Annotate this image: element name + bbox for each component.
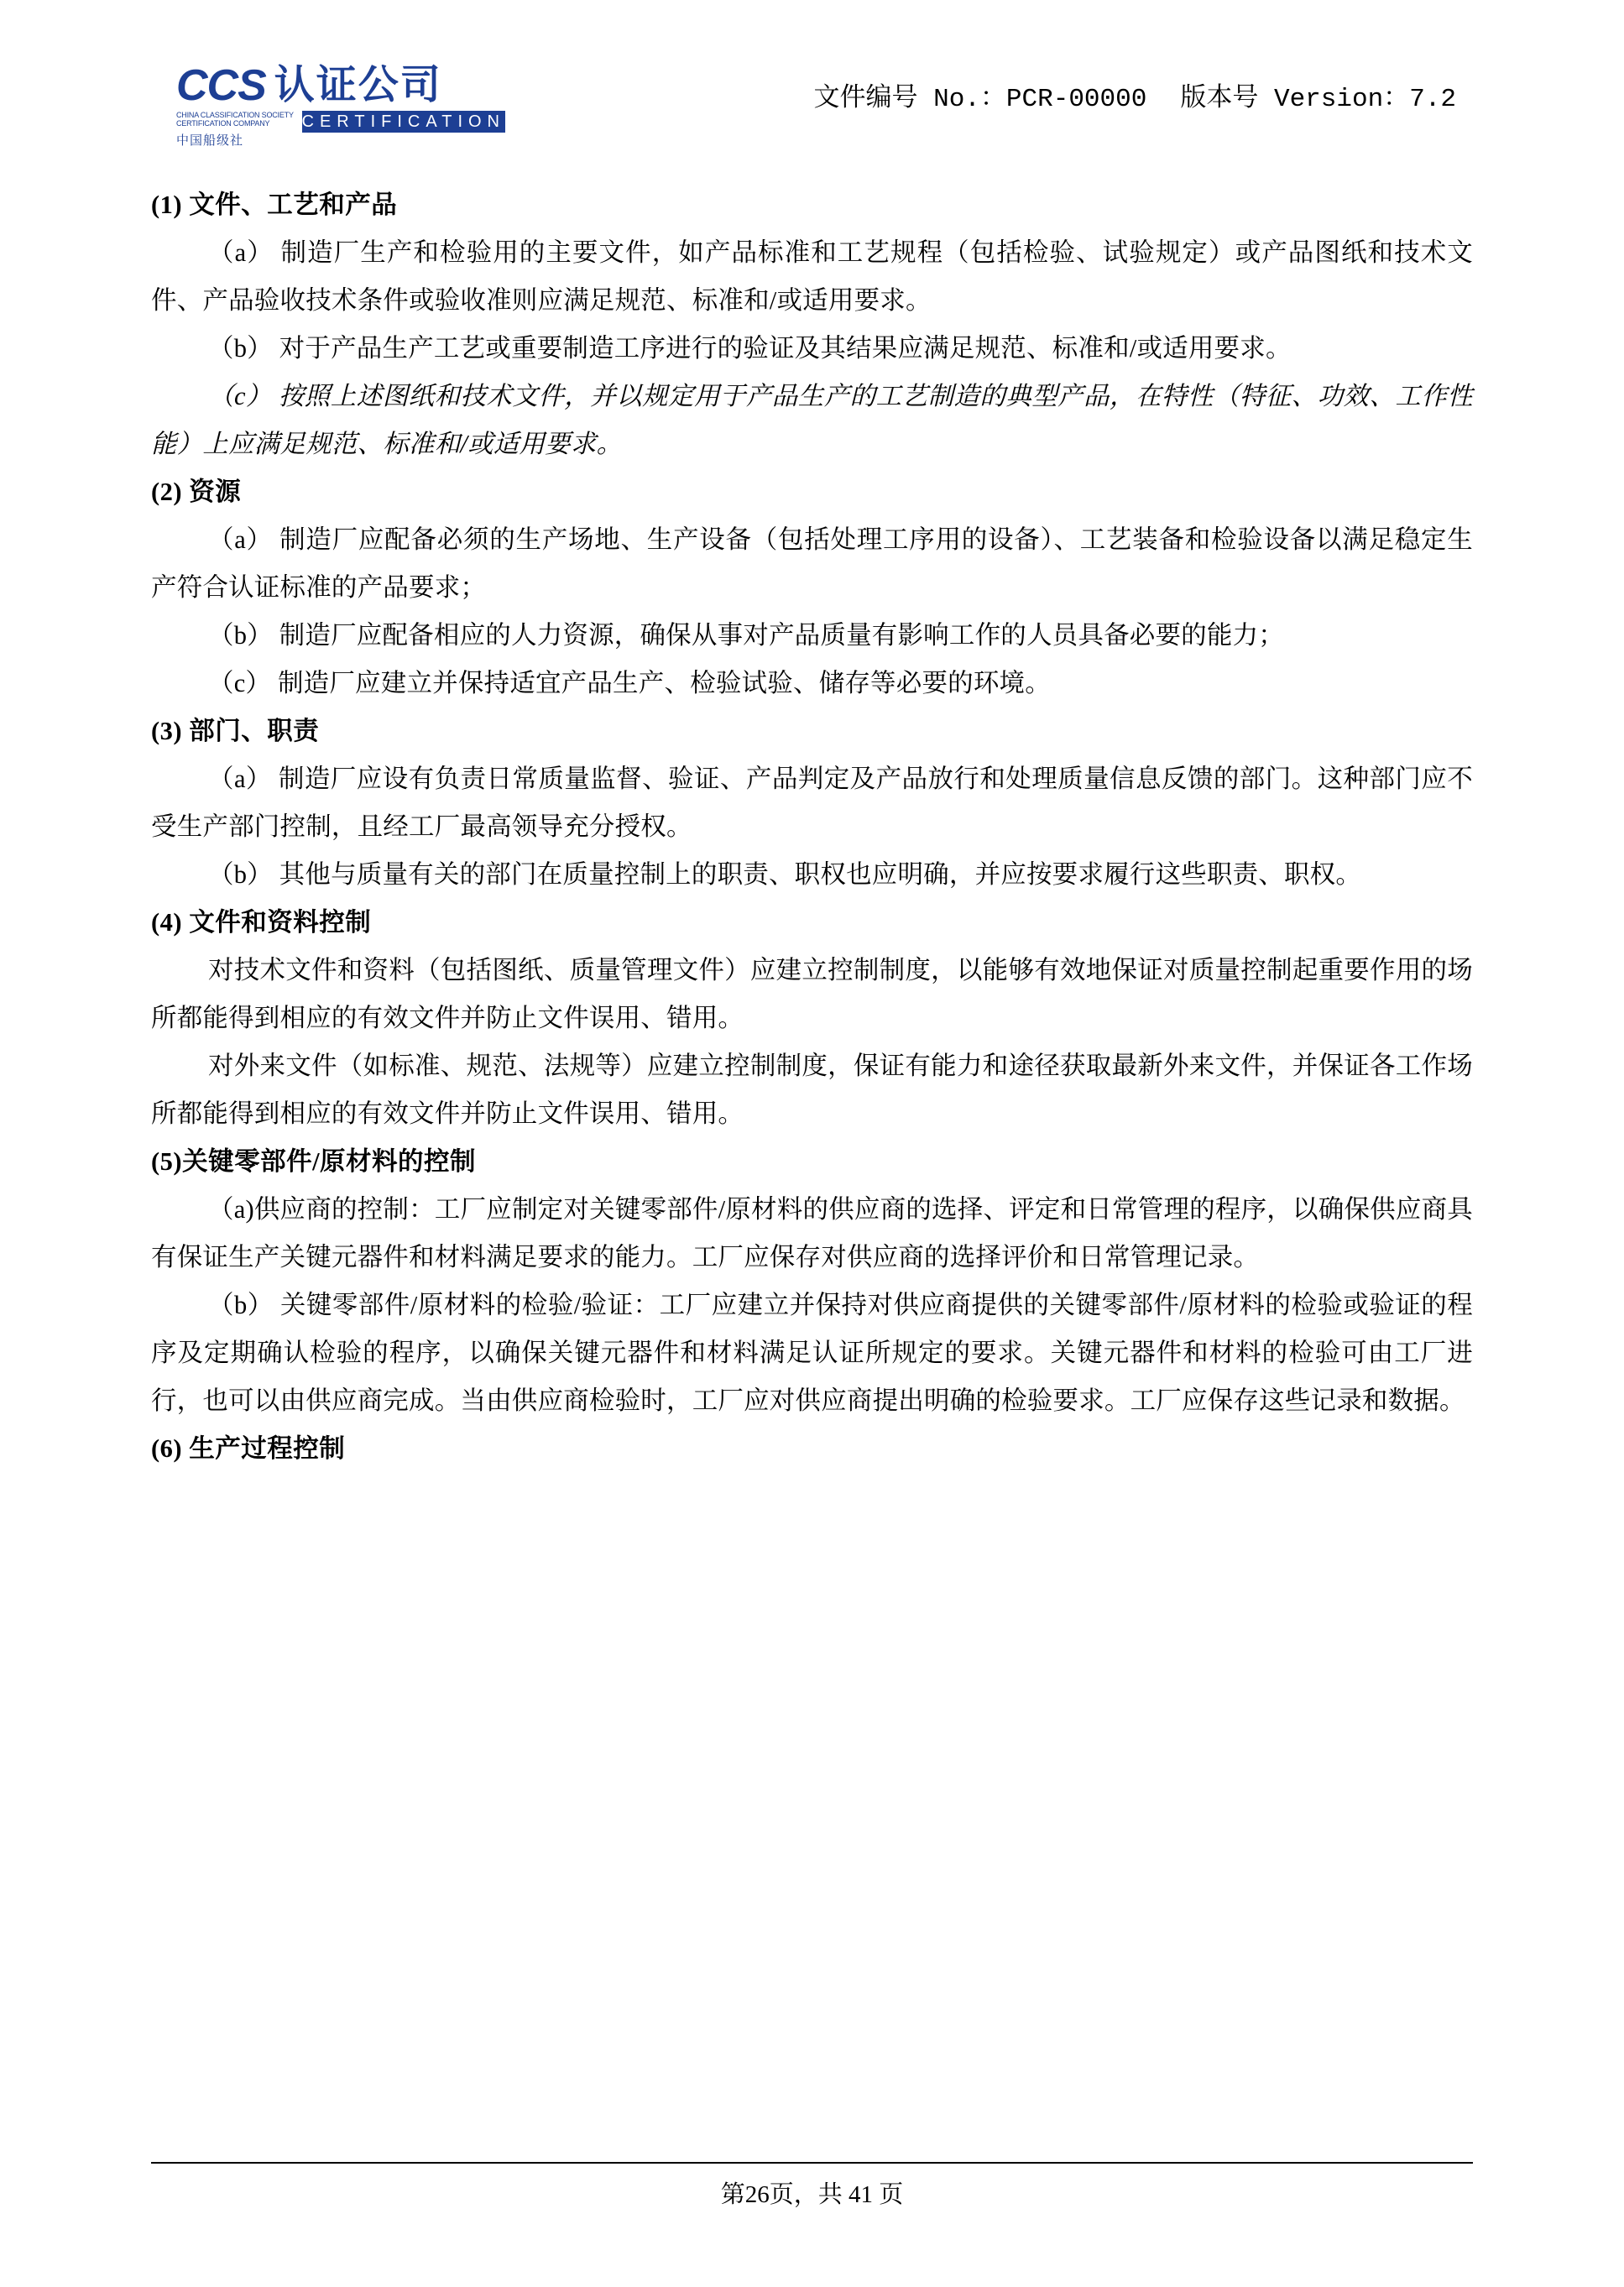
header-document-meta bbox=[814, 76, 1457, 129]
para-2a: （a） 制造厂应配备必须的生产场地、生产设备（包括处理工序用的设备）、工艺装备和检验设备以满足稳定生产符合认证标准的产品要求； bbox=[151, 525, 1473, 602]
para-4a: 对技术文件和资料（包括图纸、质量管理文件）应建立控制制度，以能够有效地保证对质量控制起重要作用的场所都能得到相应的有效文件并防止文件误用、错用。 bbox=[151, 956, 1473, 1032]
heading-4: (4) 文件和资料控制 bbox=[151, 908, 372, 937]
para-1c: （c） 按照上述图纸和技术文件，并以规定用于产品生产的工艺制造的典型产品，在特性（特征、功效、工作性能）上应满足规范、标准和/或适用要求。 bbox=[151, 382, 1473, 458]
para-5a: （a)供应商的控制：工厂应制定对关键零部件/原材料的供应商的选择、评定和日常管理的程序，以确保供应商具有保证生产关键元器件和材料满足要求的能力。工厂应保存对供应商的选择评价和日常管理记录。 bbox=[151, 1195, 1473, 1271]
logo-brand-cn-small: 中国船级社 bbox=[176, 133, 244, 148]
logo-brand-sub-en: CHINA CLASSIFICATION SOCIETY CERTIFICATION COMPANY bbox=[176, 111, 294, 128]
heading-1: (1) 文件、工艺和产品 bbox=[151, 191, 398, 219]
heading-6: (6) 生产过程控制 bbox=[151, 1434, 346, 1463]
heading-2: (2) 资源 bbox=[151, 478, 242, 506]
version-label: 版本号 Version： bbox=[1180, 85, 1410, 114]
logo-brand-abbr: CCS bbox=[176, 61, 266, 110]
para-2b: （b） 制造厂应配备相应的人力资源，确保从事对产品质量有影响工作的人员具备必要的能力； bbox=[208, 621, 1284, 650]
para-5b: （b） 关键零部件/原材料的检验/验证：工厂应建立并保持对供应商提供的关键零部件/原材料的检验或验证的程序及定期确认检验的程序，以确保关键元器件和材料满足认证所规定的要求。关键元器件和材料的检验可由工厂进行，也可以由供应商完成。当由供应商检验时，工厂应对供应商提出明确的检验要求。工厂应保存这些记录和数据。 bbox=[151, 1291, 1473, 1415]
para-2c: （c） 制造厂应建立并保持适宜产品生产、检验试验、储存等必要的环境。 bbox=[208, 669, 1051, 697]
para-1a: （a） 制造厂生产和检验用的主要文件，如产品标准和工艺规程（包括检验、试验规定）或产品图纸和技术文件、产品验收技术条件或验收准则应满足规范、标准和/或适用要求。 bbox=[151, 238, 1473, 315]
heading-3: (3) 部门、职责 bbox=[151, 717, 320, 745]
logo-brand-en: CERTIFICATION bbox=[301, 112, 505, 131]
document-body bbox=[151, 181, 1473, 1473]
para-4b: 对外来文件（如标准、规范、法规等）应建立控制制度，保证有能力和途径获取最新外来文件，并保证各工作场所都能得到相应的有效文件并防止文件误用、错用。 bbox=[151, 1052, 1473, 1128]
para-3a: （a） 制造厂应设有负责日常质量监督、验证、产品判定及产品放行和处理质量信息反馈的部门。这种部门应不受生产部门控制，且经工厂最高领导充分授权。 bbox=[151, 765, 1473, 841]
logo-title-row bbox=[176, 62, 512, 109]
version-value: 7.2 bbox=[1409, 85, 1456, 114]
page-header bbox=[151, 50, 1473, 148]
page-number: 第26页，共 41 页 bbox=[720, 2181, 904, 2208]
page-footer bbox=[151, 2162, 1473, 2210]
ccs-logo bbox=[176, 61, 512, 148]
logo-subtitle-row bbox=[176, 111, 505, 133]
para-1b: （b） 对于产品生产工艺或重要制造工序进行的验证及其结果应满足规范、标准和/或适用要求。 bbox=[208, 334, 1292, 363]
doc-no-label: 文件编号 No.： bbox=[813, 85, 1006, 114]
doc-no-value: PCR-00000 bbox=[1005, 85, 1147, 114]
logo-brand-cn: 认证公司 bbox=[274, 63, 442, 107]
para-3b: （b） 其他与质量有关的部门在质量控制上的职责、职权也应明确，并应按要求履行这些职责、职权。 bbox=[208, 860, 1362, 889]
heading-5: (5)关键零部件/原材料的控制 bbox=[151, 1147, 477, 1176]
footer-divider bbox=[151, 2162, 1473, 2164]
